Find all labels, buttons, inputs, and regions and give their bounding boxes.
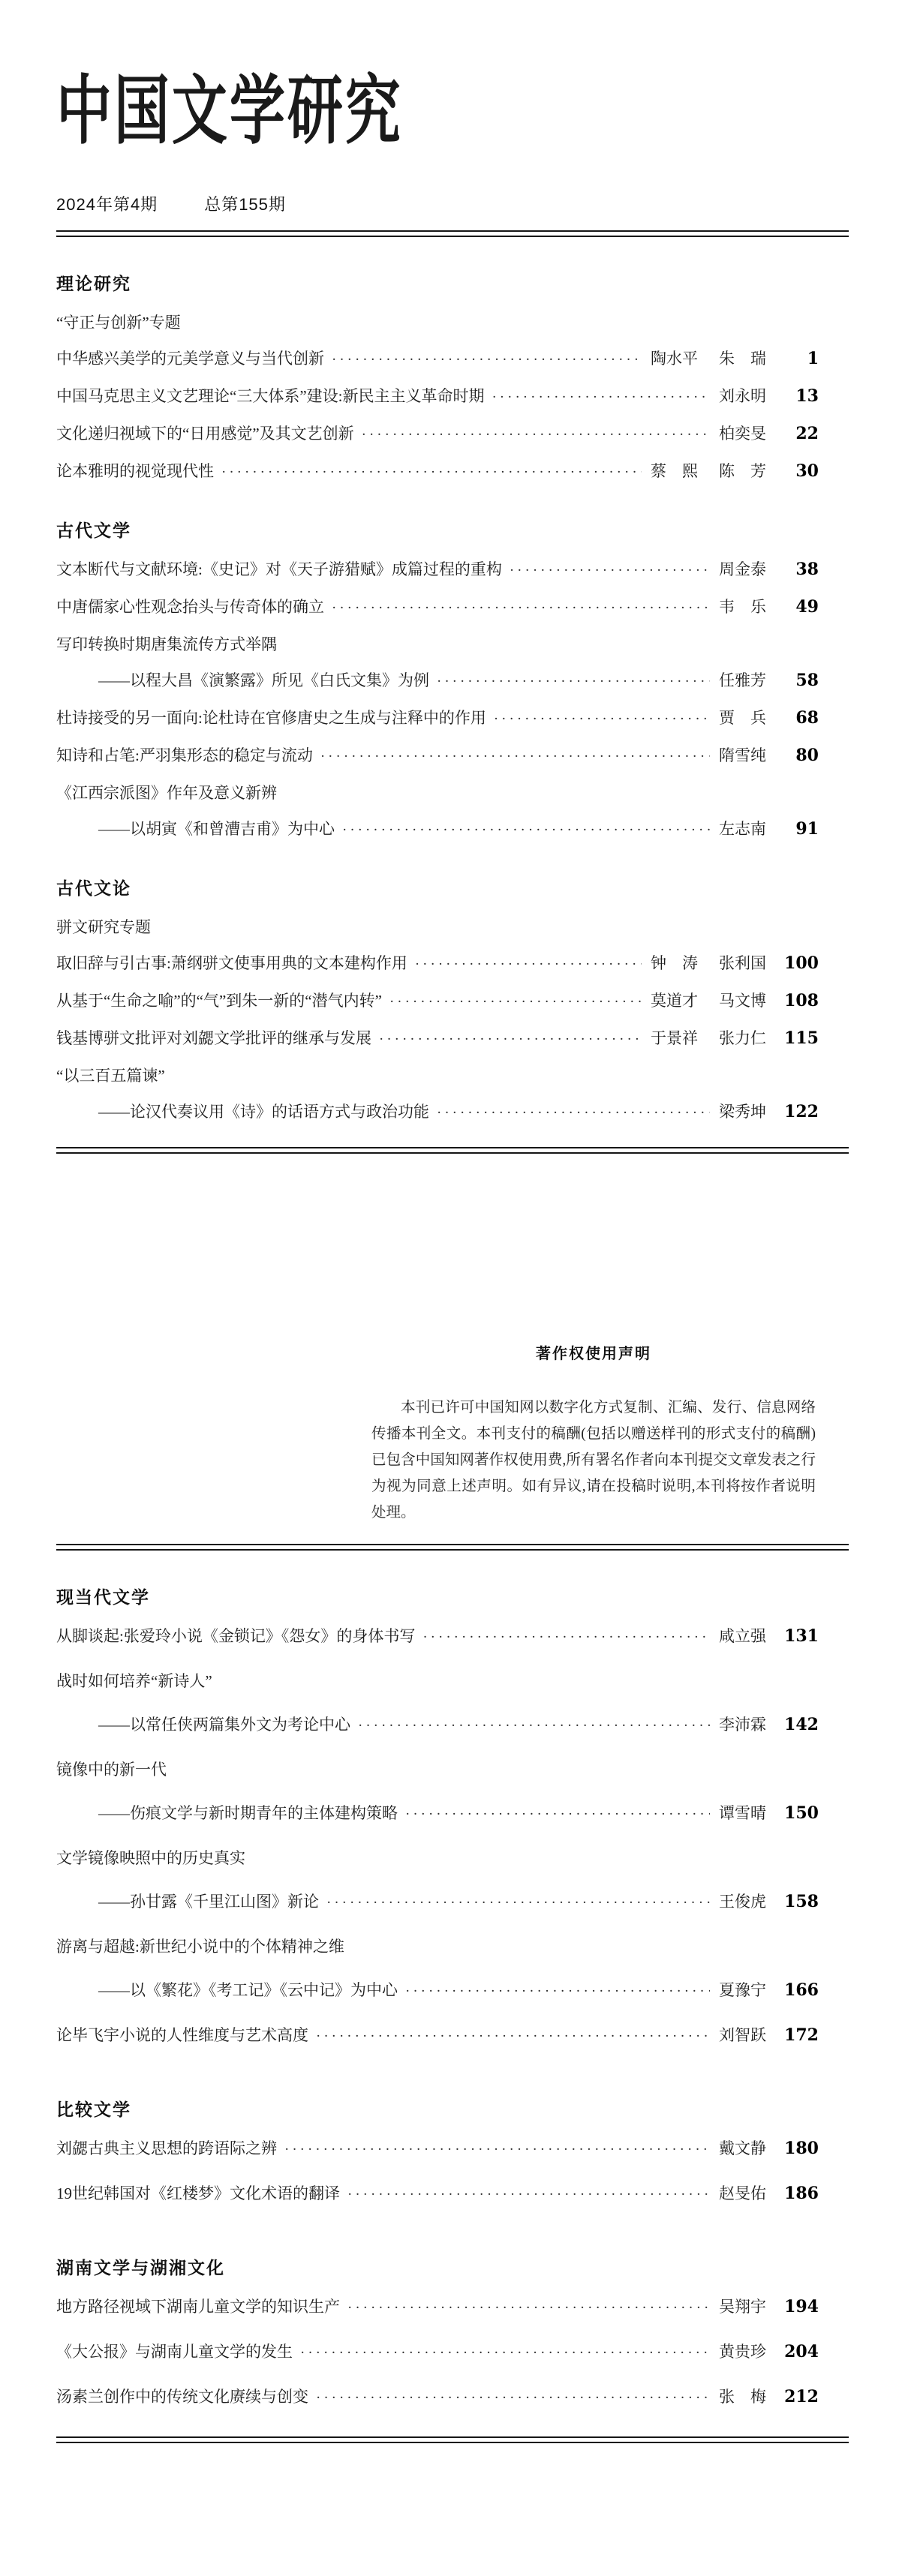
toc-lower-block	[56, 1584, 849, 2409]
toc-entry	[56, 558, 849, 582]
author-name: 张利国	[719, 954, 766, 972]
article-title: “以三百五篇谏”	[56, 1067, 165, 1085]
toc-entry	[56, 596, 849, 620]
section-5	[56, 2096, 849, 2206]
dot-leader	[405, 1979, 710, 2003]
copyright-notice	[371, 1341, 816, 1526]
toc-entry	[56, 1100, 849, 1124]
issue-number: 2024年第4期	[56, 195, 158, 214]
author-name: 柏奕旻	[719, 425, 766, 443]
page-number: 115	[784, 1028, 819, 1048]
dot-leader	[316, 2385, 710, 2409]
page-number: 172	[784, 2025, 819, 2045]
article-subtitle: ——以《繁花》《考工记》《云中记》为中心	[98, 1981, 398, 1999]
author-name: 莫道才	[651, 992, 698, 1010]
section-title: 理论研究	[56, 274, 131, 293]
author-name: 刘永明	[719, 387, 766, 405]
toc-entry	[56, 385, 849, 409]
article-title: 中华感兴美学的元美学意义与当代创新	[56, 350, 324, 368]
page-number: 30	[795, 461, 819, 481]
toc-entry	[56, 1027, 849, 1051]
article-title: 刘勰古典主义思想的跨语际之辨	[56, 2139, 277, 2157]
author-group	[719, 1979, 766, 2001]
dot-leader	[415, 952, 642, 976]
article-title: 地方路径视域下湖南儿童文学的知识生产	[56, 2298, 340, 2316]
author-name: 马文博	[719, 992, 766, 1010]
page-number: 204	[784, 2342, 819, 2361]
toc-entry	[56, 744, 849, 768]
author-group	[651, 460, 766, 482]
author-group	[651, 952, 766, 974]
section-title: 古代文论	[56, 878, 131, 898]
section-4	[56, 1584, 849, 2048]
author-name: 王俊虎	[719, 1893, 766, 1911]
article-title: 写印转换时期唐集流传方式举隅	[56, 635, 277, 653]
masthead	[56, 34, 849, 215]
author-name: 李沛霖	[719, 1716, 766, 1734]
article-title: 中唐儒家心性观念抬头与传奇体的确立	[56, 598, 324, 616]
page-number: 150	[784, 1803, 819, 1823]
toc-entry	[56, 2182, 849, 2206]
author-group	[719, 818, 766, 840]
section-1	[56, 270, 849, 484]
author-group	[651, 347, 766, 370]
article-title: 镜像中的新一代	[56, 1761, 167, 1779]
volume-number: 总第155期	[204, 195, 286, 214]
toc-entry	[56, 2295, 849, 2319]
toc-entry	[56, 2024, 849, 2048]
author-group	[719, 596, 766, 618]
toc-entry	[56, 818, 849, 842]
copyright-notice-title: 著作权使用声明	[536, 1346, 651, 1362]
page-number: 68	[795, 708, 819, 728]
toc-entry	[56, 1802, 849, 1826]
author-name: 蔡 熙	[651, 462, 698, 480]
divider-top	[56, 230, 849, 237]
author-group	[719, 707, 766, 729]
author-name: 周金泰	[719, 560, 766, 578]
article-subtitle: ——论汉代奏议用《诗》的话语方式与政治功能	[98, 1103, 429, 1121]
toc-entry	[56, 1979, 849, 2003]
section-title: 比较文学	[56, 2100, 131, 2119]
page-number: 131	[784, 1626, 819, 1646]
article-subtitle: ——以常任侠两篇集外文为考论中心	[98, 1716, 350, 1734]
toc-entry	[56, 2340, 849, 2364]
article-title: 从脚谈起:张爱玲小说《金锁记》《怨女》的身体书写	[56, 1627, 416, 1645]
author-group	[719, 2340, 766, 2363]
author-name: 隋雪纯	[719, 746, 766, 764]
page-number: 13	[795, 386, 819, 406]
divider-above-notice	[56, 1147, 849, 1154]
page-number: 194	[784, 2297, 819, 2316]
article-title: 战时如何培养“新诗人”	[56, 1672, 212, 1690]
dot-leader	[347, 2295, 710, 2319]
author-name: 陈 芳	[719, 462, 766, 480]
article-title: 文学镜像映照中的历史真实	[56, 1849, 245, 1867]
author-group	[719, 1100, 766, 1123]
toc-entry	[56, 1890, 849, 1914]
copyright-notice-body: 本刊已许可中国知网以数字化方式复制、汇编、发行、信息网络传播本刊全文。本刊支付的稿酬(包括以赠送样刊的形式支付的稿酬)已包含中国知网著作权使用费,所有署名作者向本刊提交文章发表之行为视为同意上述声明。如有异议,请在投稿时说明,本刊将按作者说明处理。	[371, 1400, 816, 1521]
dot-leader	[437, 1100, 710, 1124]
toc-entry	[56, 460, 849, 484]
page-number: 158	[784, 1892, 819, 1911]
section-title: 现当代文学	[56, 1587, 150, 1607]
dot-leader	[422, 1625, 710, 1649]
author-name: 任雅芳	[719, 671, 766, 689]
page-number: 22	[795, 424, 819, 443]
author-name: 韦 乐	[719, 598, 766, 616]
dot-leader	[332, 596, 710, 620]
toc-entry	[56, 2137, 849, 2161]
dot-leader	[342, 818, 710, 842]
author-name: 贾 兵	[719, 709, 766, 727]
page-number: 80	[795, 746, 819, 765]
toc-entry	[56, 669, 849, 693]
page-number: 49	[795, 597, 819, 617]
toc-entry	[56, 989, 849, 1013]
author-group	[719, 2295, 766, 2318]
author-group	[719, 2024, 766, 2046]
page-number: 38	[795, 560, 819, 579]
author-name: 朱 瑞	[719, 350, 766, 368]
dot-leader	[437, 669, 710, 693]
author-group	[719, 2137, 766, 2160]
page-number: 212	[784, 2387, 819, 2406]
author-name: 黄贵珍	[719, 2343, 766, 2361]
author-group	[719, 1802, 766, 1824]
dot-leader	[494, 707, 710, 731]
toc-entry	[56, 1713, 849, 1737]
toc-entry	[56, 422, 849, 446]
dot-leader	[379, 1027, 642, 1051]
article-title: 取旧辞与引古事:萧纲骈文使事用典的文本建构作用	[56, 954, 407, 972]
article-title: 文本断代与文献环境:《史记》对《天子游猎赋》成篇过程的重构	[56, 560, 502, 578]
author-name: 左志南	[719, 820, 766, 838]
article-subtitle: ——以胡寅《和曾漕吉甫》为中心	[98, 820, 335, 838]
divider-below-notice	[56, 1544, 849, 1551]
author-name: 梁秀坤	[719, 1103, 766, 1121]
author-name: 戴文静	[719, 2139, 766, 2157]
author-name: 夏豫宁	[719, 1981, 766, 1999]
author-group	[651, 989, 766, 1012]
author-name: 张力仁	[719, 1029, 766, 1047]
dot-leader	[492, 385, 710, 409]
author-group	[719, 422, 766, 445]
author-group	[719, 744, 766, 767]
dot-leader	[320, 744, 710, 768]
article-title: 从基于“生命之喻”的“气”到朱一新的“潜气内转”	[56, 992, 382, 1010]
dot-leader	[326, 1890, 710, 1914]
article-title: 文化递归视域下的“日用感觉”及其文艺创新	[56, 425, 354, 443]
author-name: 张 梅	[719, 2388, 766, 2406]
article-title: 杜诗接受的另一面向:论杜诗在官修唐史之生成与注释中的作用	[56, 709, 486, 727]
section-title: 古代文学	[56, 521, 131, 540]
page-number: 108	[784, 991, 819, 1010]
dot-leader	[284, 2137, 710, 2161]
author-group	[719, 669, 766, 692]
toc-upper-block	[56, 270, 849, 1124]
author-name: 谭雪晴	[719, 1804, 766, 1822]
dot-leader	[332, 347, 642, 371]
divider-bottom	[56, 2436, 849, 2443]
author-group	[719, 2385, 766, 2408]
dot-leader	[221, 460, 642, 484]
dot-leader	[405, 1802, 710, 1826]
author-group	[719, 385, 766, 407]
article-subtitle: ——以程大昌《演繁露》所见《白氏文集》为例	[98, 671, 429, 689]
author-group	[719, 1625, 766, 1647]
author-name: 钟 涛	[651, 954, 698, 972]
section-6	[56, 2254, 849, 2409]
dot-leader	[362, 422, 710, 446]
issue-line	[56, 192, 849, 215]
author-name: 刘智跃	[719, 2026, 766, 2044]
article-title: 论本雅明的视觉现代性	[56, 462, 214, 480]
article-title: 论毕飞宇小说的人性维度与艺术高度	[56, 2026, 308, 2044]
dot-leader	[316, 2024, 710, 2048]
article-title: 钱基博骈文批评对刘勰文学批评的继承与发展	[56, 1029, 371, 1047]
toc-entry	[56, 2385, 849, 2409]
author-group	[651, 1027, 766, 1049]
dot-leader	[389, 989, 642, 1013]
author-group	[719, 1890, 766, 1913]
author-group	[719, 2182, 766, 2205]
dot-leader	[358, 1713, 710, 1737]
page-number: 142	[784, 1715, 819, 1734]
section-title: 湖南文学与湖湘文化	[56, 2258, 225, 2277]
topic-label: 骈文研究专题	[56, 918, 151, 936]
page-number: 58	[795, 671, 819, 690]
author-group	[719, 1713, 766, 1736]
section-2	[56, 517, 849, 842]
author-name: 吴翔宇	[719, 2298, 766, 2316]
author-group	[719, 558, 766, 581]
topic-label: “守正与创新”专题	[56, 314, 181, 332]
dot-leader	[510, 558, 710, 582]
article-title: 《江西宗派图》作年及意义新辨	[56, 784, 277, 802]
dot-leader	[347, 2182, 710, 2206]
page-number: 122	[784, 1102, 819, 1121]
article-title: 《大公报》与湖南儿童文学的发生	[56, 2343, 293, 2361]
dot-leader	[300, 2340, 710, 2364]
page-number: 166	[784, 1980, 819, 2000]
journal-title: 中国文学研究	[56, 66, 403, 155]
toc-entry	[56, 347, 849, 371]
toc-entry	[56, 1625, 849, 1649]
toc-entry	[56, 952, 849, 976]
author-name: 赵旻佑	[719, 2184, 766, 2202]
page-number: 100	[784, 953, 819, 973]
section-3	[56, 875, 849, 1124]
article-title: 19世纪韩国对《红楼梦》文化术语的翻译	[56, 2184, 340, 2202]
table-of-contents	[56, 270, 849, 2409]
article-title: 知诗和占笔:严羽集形态的稳定与流动	[56, 746, 313, 764]
article-title: 汤素兰创作中的传统文化赓续与创变	[56, 2388, 308, 2406]
page-number: 180	[784, 2139, 819, 2158]
page-number: 186	[784, 2184, 819, 2203]
article-title: 游离与超越:新世纪小说中的个体精神之维	[56, 1938, 344, 1956]
page-number: 1	[807, 349, 819, 368]
article-title: 中国马克思主义文艺理论“三大体系”建设:新民主主义革命时期	[56, 387, 485, 405]
article-subtitle: ——孙甘露《千里江山图》新论	[98, 1893, 319, 1911]
page-number: 91	[795, 819, 819, 839]
toc-entry	[56, 707, 849, 731]
article-subtitle: ——伤痕文学与新时期青年的主体建构策略	[98, 1804, 398, 1822]
author-name: 陶水平	[651, 350, 698, 368]
author-name: 咸立强	[719, 1627, 766, 1645]
author-name: 于景祥	[651, 1029, 698, 1047]
